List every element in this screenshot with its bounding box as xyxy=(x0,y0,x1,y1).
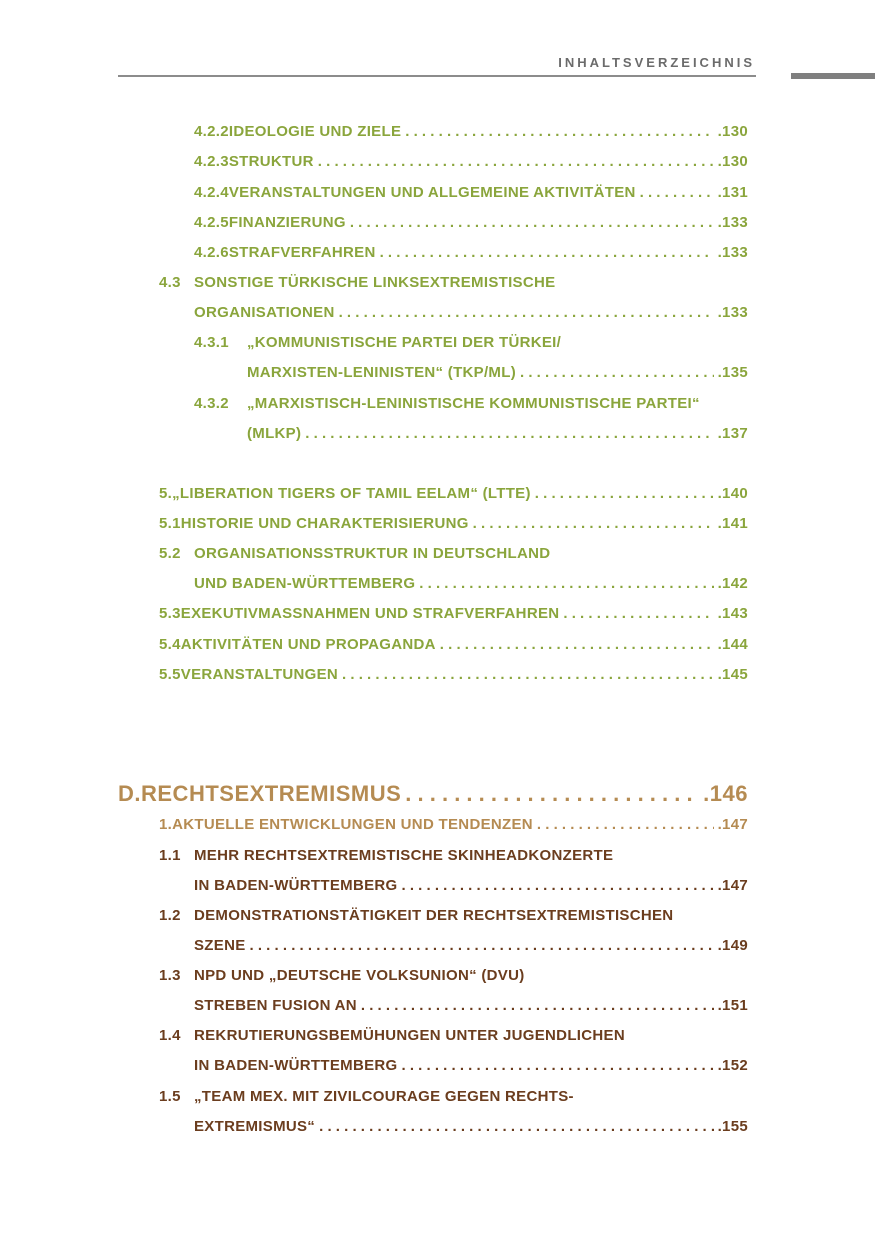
toc-page: .133 xyxy=(717,214,748,231)
toc-number: 4.2.2 xyxy=(194,123,229,140)
toc-page: .155 xyxy=(717,1118,748,1135)
toc-entry-4-2-2[interactable] xyxy=(194,123,748,143)
toc-entry-d-1-2[interactable] xyxy=(159,907,748,927)
toc-entry-5-2-cont[interactable] xyxy=(194,575,748,595)
toc-number: 1.1 xyxy=(159,847,181,864)
toc-entry-d-1-4[interactable] xyxy=(159,1027,748,1047)
toc-title: „MARXISTISCH-LENINISTISCHE KOMMUNISTISCHE PARTEI“ xyxy=(247,395,700,412)
toc-entry-5[interactable] xyxy=(159,485,748,505)
toc-leader-dots xyxy=(405,781,699,807)
toc-entry-d-1-1-cont[interactable] xyxy=(194,877,748,897)
header-tab-marker xyxy=(791,73,875,79)
toc-page: .144 xyxy=(717,636,748,653)
toc-number: 1.2 xyxy=(159,907,181,924)
toc-leader-dots xyxy=(250,937,714,954)
toc-title: „LIBERATION TIGERS OF TAMIL EELAM“ (LTTE) xyxy=(172,485,531,502)
toc-title: SZENE xyxy=(194,937,246,954)
toc-number: 4.3.1 xyxy=(194,334,229,351)
header-rule xyxy=(118,75,756,77)
toc-title: IDEOLOGIE UND ZIELE xyxy=(228,123,402,140)
toc-number: 5.3 xyxy=(159,605,181,622)
toc-number: 4.3 xyxy=(159,274,181,291)
toc-entry-4-3-2-cont[interactable] xyxy=(247,425,748,445)
toc-number: 4.3.2 xyxy=(194,395,229,412)
toc-leader-dots xyxy=(405,123,713,140)
toc-leader-dots xyxy=(473,515,714,532)
toc-entry-5-3[interactable] xyxy=(159,605,748,625)
toc-title: STREBEN FUSION AN xyxy=(194,997,357,1014)
toc-title: MEHR RECHTSEXTREMISTISCHE SKINHEADKONZERTE xyxy=(194,847,614,864)
toc-chapter-d[interactable] xyxy=(118,781,748,809)
toc-entry-4-3-1[interactable] xyxy=(194,334,748,354)
toc-title: STRAFVERFAHREN xyxy=(228,244,376,261)
toc-leader-dots xyxy=(401,877,713,894)
toc-page: .133 xyxy=(717,244,748,261)
toc-entry-d-1-1[interactable] xyxy=(159,847,748,867)
toc-page: .140 xyxy=(717,485,748,502)
toc-entry-d-1-3[interactable] xyxy=(159,967,748,987)
toc-leader-dots xyxy=(339,304,714,321)
toc-title: (MLKP) xyxy=(247,425,302,442)
toc-title: RECHTSEXTREMISMUS xyxy=(141,781,402,806)
toc-page: .130 xyxy=(717,153,748,170)
toc-title: AKTIVITÄTEN UND PROPAGANDA xyxy=(180,636,436,653)
toc-entry-4-3[interactable] xyxy=(159,274,748,294)
toc-leader-dots xyxy=(419,575,713,592)
toc-number: 1. xyxy=(159,816,173,833)
toc-number: 5.5 xyxy=(159,666,181,683)
toc-entry-5-2[interactable] xyxy=(159,545,748,565)
toc-title: IN BADEN-WÜRTTEMBERG xyxy=(194,877,398,894)
toc-entry-4-2-4[interactable] xyxy=(194,184,748,204)
toc-title: NPD UND „DEUTSCHE VOLKSUNION“ (DVU) xyxy=(194,967,525,984)
toc-page: .137 xyxy=(717,425,748,442)
toc-number: 1.3 xyxy=(159,967,181,984)
toc-title: EXEKUTIVMASSNAHMEN UND STRAFVERFAHREN xyxy=(180,605,560,622)
toc-title: REKRUTIERUNGSBEMÜHUNGEN UNTER JUGENDLICHEN xyxy=(194,1027,625,1044)
toc-number: 4.2.5 xyxy=(194,214,229,231)
toc-page: .147 xyxy=(717,877,748,894)
toc-page: .146 xyxy=(703,781,748,806)
toc-number: 1.5 xyxy=(159,1088,181,1105)
toc-number: D. xyxy=(118,781,141,806)
toc-leader-dots xyxy=(440,636,714,653)
toc-page: .151 xyxy=(717,997,748,1014)
toc-number: 5. xyxy=(159,485,173,502)
toc-page: .145 xyxy=(717,666,748,683)
toc-leader-dots xyxy=(563,605,713,622)
toc-title: „KOMMUNISTISCHE PARTEI DER TÜRKEI/ xyxy=(247,334,562,351)
toc-number: 4.2.6 xyxy=(194,244,229,261)
toc-leader-dots xyxy=(537,816,714,833)
toc-leader-dots xyxy=(319,1118,713,1135)
toc-leader-dots xyxy=(520,364,714,381)
toc-title: SONSTIGE TÜRKISCHE LINKSEXTREMISTISCHE xyxy=(194,274,556,291)
toc-entry-4-2-3[interactable] xyxy=(194,153,748,173)
toc-number: 5.1 xyxy=(159,515,181,532)
toc-entry-5-4[interactable] xyxy=(159,636,748,656)
toc-leader-dots xyxy=(350,214,714,231)
toc-leader-dots xyxy=(535,485,714,502)
toc-page: .133 xyxy=(717,304,748,321)
toc-entry-5-5[interactable] xyxy=(159,666,748,686)
toc-number: 4.2.3 xyxy=(194,153,229,170)
toc-entry-4-3-1-cont[interactable] xyxy=(247,364,748,384)
toc-entry-4-3-cont[interactable] xyxy=(194,304,748,324)
toc-entry-d-1-2-cont[interactable] xyxy=(194,937,748,957)
toc-leader-dots xyxy=(305,425,713,442)
toc-title: AKTUELLE ENTWICKLUNGEN UND TENDENZEN xyxy=(172,816,533,833)
toc-page: .143 xyxy=(717,605,748,622)
toc-entry-4-2-6[interactable] xyxy=(194,244,748,264)
toc-title: DEMONSTRATIONSTÄTIGKEIT DER RECHTSEXTREMISTISCHEN xyxy=(194,907,674,924)
toc-title: UND BADEN-WÜRTTEMBERG xyxy=(194,575,416,592)
toc-entry-d-1-5[interactable] xyxy=(159,1088,748,1108)
toc-page: .131 xyxy=(717,184,748,201)
toc-title: ORGANISATIONEN xyxy=(194,304,335,321)
toc-leader-dots xyxy=(318,153,714,170)
toc-entry-4-3-2[interactable] xyxy=(194,395,748,415)
toc-page: .130 xyxy=(717,123,748,140)
toc-title: „TEAM MEX. MIT ZIVILCOURAGE GEGEN RECHTS- xyxy=(194,1088,574,1105)
toc-number: 1.4 xyxy=(159,1027,181,1044)
running-header: INHALTSVERZEICHNIS xyxy=(558,55,755,70)
toc-leader-dots xyxy=(342,666,714,683)
toc-page: .149 xyxy=(717,937,748,954)
toc-title: HISTORIE UND CHARAKTERISIERUNG xyxy=(180,515,469,532)
toc-page: .152 xyxy=(717,1057,748,1074)
toc-entry-d-1[interactable] xyxy=(159,816,748,836)
toc-number: 5.2 xyxy=(159,545,181,562)
toc-title: ORGANISATIONSSTRUKTUR IN DEUTSCHLAND xyxy=(194,545,551,562)
toc-title: IN BADEN-WÜRTTEMBERG xyxy=(194,1057,398,1074)
toc-title: MARXISTEN-LENINISTEN“ (TKP/ML) xyxy=(247,364,516,381)
toc-page: .135 xyxy=(717,364,748,381)
toc-title: FINANZIERUNG xyxy=(228,214,346,231)
toc-title: EXTREMISMUS“ xyxy=(194,1118,316,1135)
toc-leader-dots xyxy=(380,244,714,261)
toc-entry-d-1-5-cont[interactable] xyxy=(194,1118,748,1138)
toc-page: .142 xyxy=(717,575,748,592)
toc-leader-dots xyxy=(401,1057,713,1074)
toc-entry-d-1-4-cont[interactable] xyxy=(194,1057,748,1077)
toc-number: 5.4 xyxy=(159,636,181,653)
toc-title: STRUKTUR xyxy=(228,153,314,170)
toc-leader-dots xyxy=(361,997,714,1014)
toc-entry-4-2-5[interactable] xyxy=(194,214,748,234)
toc-title: VERANSTALTUNGEN UND ALLGEMEINE AKTIVITÄTEN xyxy=(228,184,636,201)
toc-number: 4.2.4 xyxy=(194,184,229,201)
toc-entry-d-1-3-cont[interactable] xyxy=(194,997,748,1017)
toc-page: .141 xyxy=(717,515,748,532)
toc-leader-dots xyxy=(640,184,714,201)
toc-entry-5-1[interactable] xyxy=(159,515,748,535)
toc-title: VERANSTALTUNGEN xyxy=(180,666,339,683)
toc-page: .147 xyxy=(717,816,748,833)
